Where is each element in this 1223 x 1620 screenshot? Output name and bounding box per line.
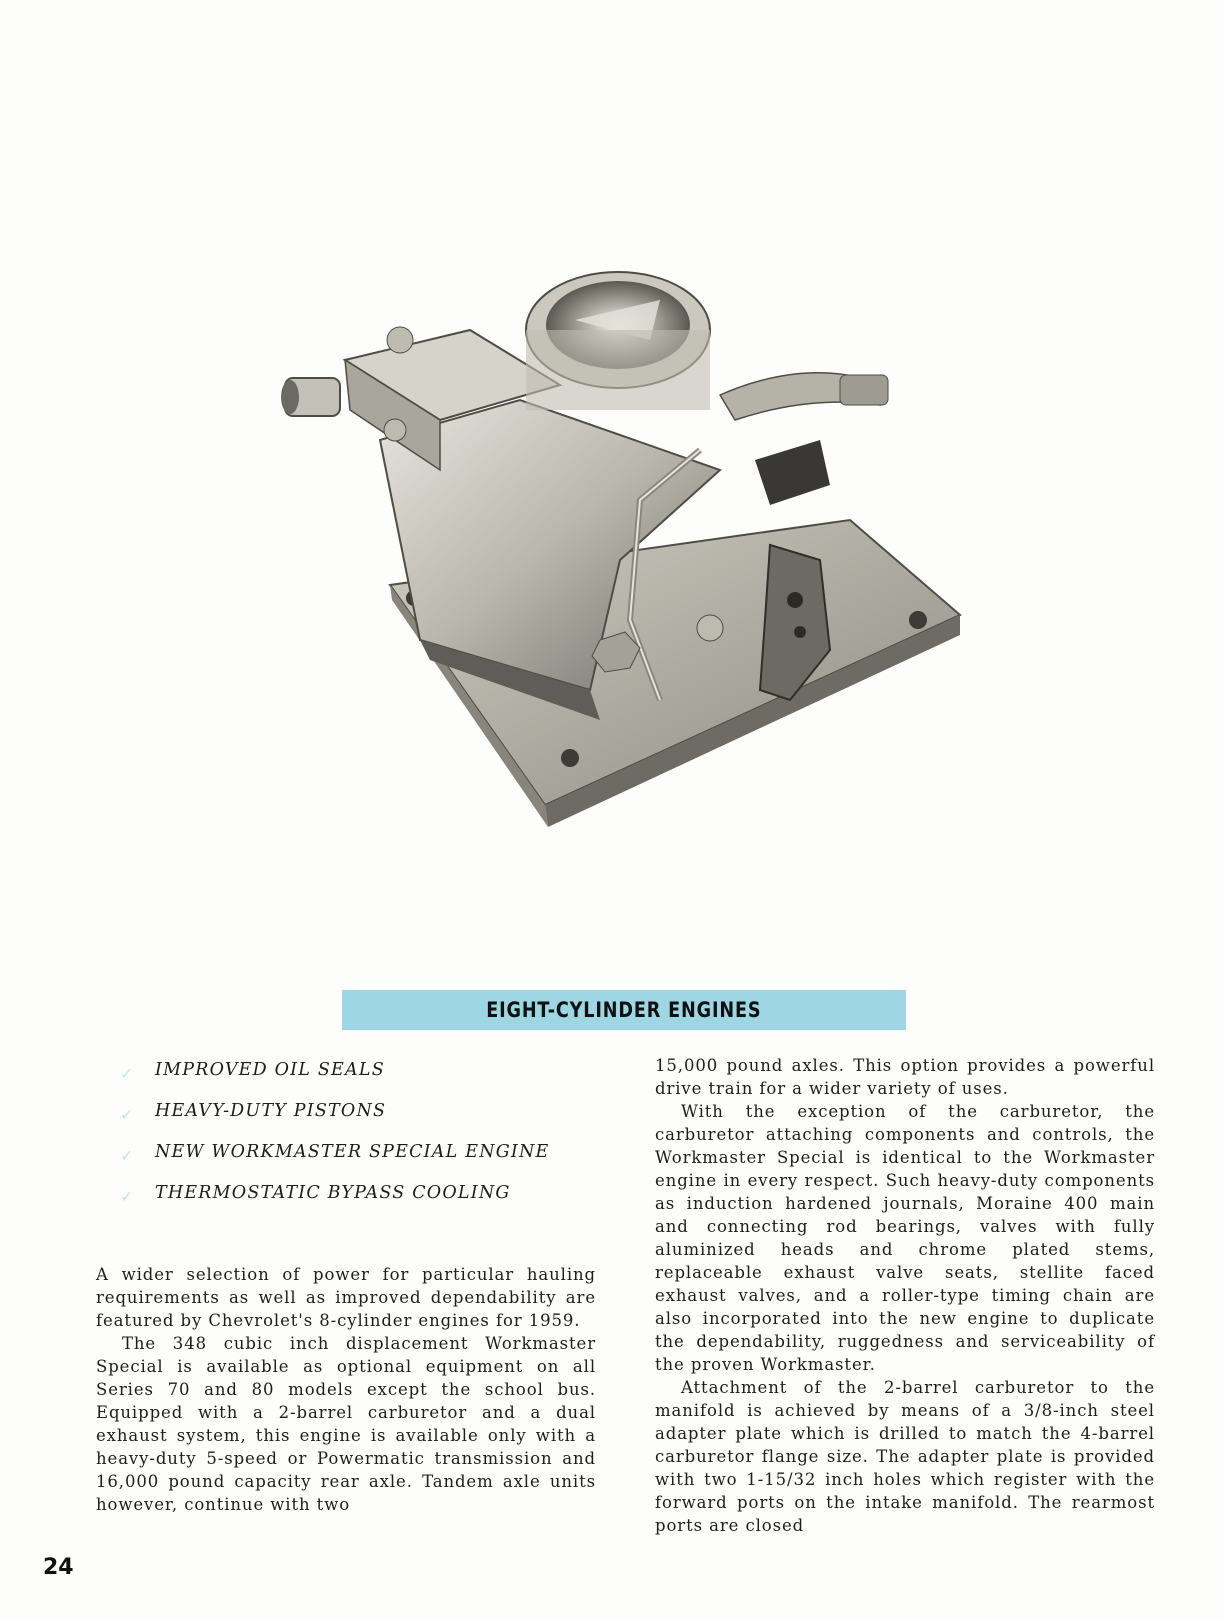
check-mark-icon: ✓ — [120, 1105, 135, 1124]
section-banner — [342, 990, 906, 1030]
feature-label: THERMOSTATIC BYPASS COOLING — [155, 1183, 511, 1203]
feature-label: IMPROVED OIL SEALS — [155, 1060, 385, 1080]
body-column-right — [655, 1054, 1155, 1537]
page-number: 24 — [43, 1555, 74, 1580]
paragraph: A wider selection of power for particular hauling requirements as well as improved dependability are featured by Chevrolet's 8-cylinder engines for 1959. — [96, 1265, 596, 1330]
feature-label: NEW WORKMASTER SPECIAL ENGINE — [155, 1142, 550, 1162]
feature-item — [120, 1140, 590, 1181]
section-title: EIGHT-CYLINDER ENGINES — [486, 998, 762, 1022]
paragraph: With the exception of the carburetor, the carburetor attaching components and controls, the Workmaster Special is identical to the Workmaster engine in every respect. Such heavy-duty components as induction hardened journals, Moraine 400 main and connecting rod bearings, valves with fully aluminized heads and chrome plated stems, replaceable exhaust valve seats, stellite faced exhaust valves, and a roller-type timing chain are also incorporated into the new engine to duplicate the dependability, ruggedness and serviceability of the proven Workmaster. — [655, 1102, 1155, 1374]
check-mark-icon: ✓ — [120, 1146, 135, 1165]
feature-item — [120, 1099, 590, 1140]
paragraph: The 348 cubic inch displacement Workmaster Special is available as optional equipment on all Series 70 and 80 models except the school bus. Equipped with a 2-barrel carburetor and a dual exhaust system, this engine is available only with a heavy-duty 5-speed or Powermatic transmission and 16,000 pound capacity rear axle. Tandem axle units however, continue with two — [96, 1334, 596, 1514]
check-mark-icon: ✓ — [120, 1187, 135, 1206]
feature-item — [120, 1181, 590, 1222]
body-column-left — [96, 1263, 596, 1516]
feature-item — [120, 1058, 590, 1099]
feature-label: HEAVY-DUTY PISTONS — [155, 1101, 387, 1121]
check-mark-icon: ✓ — [120, 1064, 135, 1083]
feature-list — [120, 1058, 590, 1222]
paragraph: 15,000 pound axles. This option provides a powerful drive train for a wider variety of uses. — [655, 1056, 1155, 1098]
paragraph: Attachment of the 2-barrel carburetor to the manifold is achieved by means of a 3/8-inch steel adapter plate which is drilled to match the 4-barrel carburetor flange size. The adapter plate is provided with two 1-15/32 inch holes which register with the forward ports on the intake manifold. The rearmost ports are closed — [655, 1378, 1155, 1535]
